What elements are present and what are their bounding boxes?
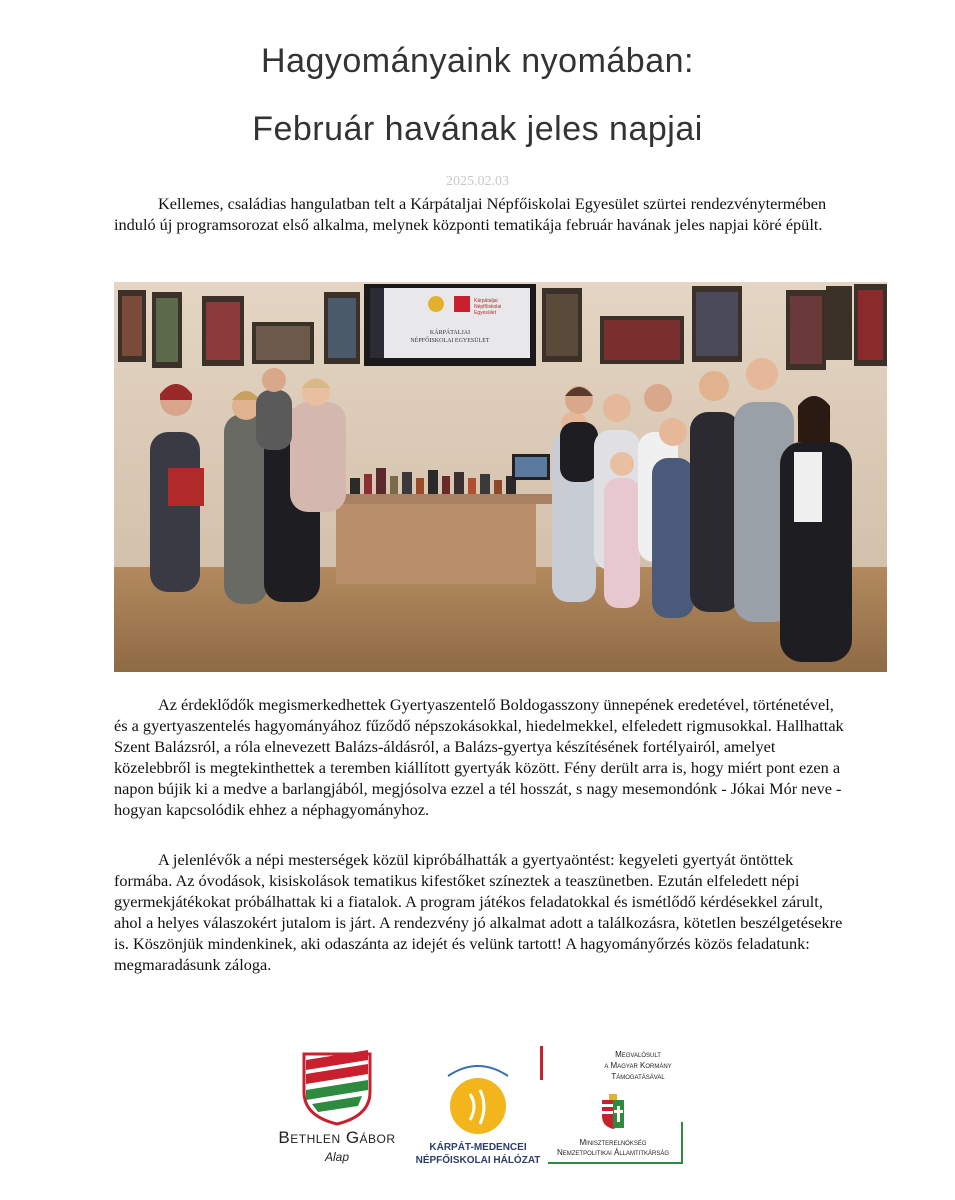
- gov-text-3: Támogatásával: [611, 1072, 665, 1081]
- page-title-line2: Február havának jeles napjai: [252, 110, 703, 148]
- gov-text-4: Miniszterelnökség: [579, 1138, 647, 1147]
- event-group-photo: [114, 282, 887, 672]
- karpat-line1: KÁRPÁT-MEDENCEI: [429, 1142, 527, 1153]
- screen-caption-2: NÉPFŐISKOLAI EGYESÜLET: [410, 338, 490, 344]
- bethlen-name: Bethlen Gábor: [278, 1128, 396, 1147]
- people-left: [150, 368, 346, 604]
- gov-red-bar: [540, 1046, 543, 1080]
- screen-text-3: Egyesület: [474, 310, 496, 316]
- karpat-line2: NÉPFŐISKOLAI HÁLÓZAT: [415, 1155, 541, 1166]
- tv-screen: [364, 284, 536, 366]
- gov-green-bar-v: [681, 1122, 683, 1164]
- bethlen-shield-icon: [262, 1046, 412, 1126]
- publish-date: 2025.02.03: [446, 174, 509, 189]
- page-title-line1: Hagyományaink nyomában:: [261, 42, 694, 80]
- gov-text-1: Megvalósult: [615, 1050, 661, 1059]
- gov-text-5: Nemzetpolitikai Államtitkárság: [556, 1148, 670, 1157]
- article-paragraph-activities: A jelenlévők a népi mesterségek közül kipróbálhatták a gyertyaöntést: kegyeleti gyertyát öntöttek formába. Az óvodások, kisiskolások tematikus kifestőket színeztek a teaszünetben. Ezután elfeledett népi gyermekjátékokat próbálhattak ki a fiatalok. A program játékos feladatokkal és ismétlődő kérdésekkel zárult, ahol a helyes válaszokért jutalom is járt. A rendezvény jó alkalmat adott a találkozásra, kötetlen beszélgetésekre is. Köszönjük mindenkinek, aki odaszánta az idejét és velünk tartott! A hagyományőrzés közös feladatunk: megmaradásunk záloga.: [114, 850, 843, 974]
- screen-caption-1: KÁRPÁTALJAI: [429, 330, 471, 336]
- article-paragraph-candlemas: Az érdeklődők megismerkedhettek Gyertyaszentelő Boldogasszony ünnepének eredetével, történetével, és a gyertyaszentelés hagyományához fűződő népszokásokkal, hiedelmekkel, elfeledett rigmusokkal. Hallhattak Szent Balázsról, a róla elnevezett Balázs-áldásról, a Balázs-gyertya készítésének fortélyairól, amelyet közelebbről is megtekinthettek a teremben kiállított gyertyák között. Fény derült arra is, hogy miért pont ezen a napon bújik ki a medve a barlangjából, megjósolva ezzel a tél hosszát, s nagy mesemondónk - Jókai Mór neve - hogyan kapcsolódik ehhez a néphagyományhoz.: [114, 695, 844, 819]
- government-support-logo: [538, 1044, 698, 1174]
- karpat-emblem-icon: [418, 1060, 538, 1140]
- screen-text-1: Kárpátaljai: [474, 298, 498, 304]
- hungary-coat-of-arms-icon: [598, 1094, 628, 1130]
- gov-text-2: a Magyar Kormány: [604, 1061, 672, 1070]
- article-paragraph-intro: Kellemes, családias hangulatban telt a Kárpátaljai Népfőiskolai Egyesület szürtei rendezvénytermében induló új programsorozat első alkalma, melynek központi tematikája február havának jeles napjai köré épült.: [114, 194, 827, 234]
- karpat-medencei-logo: [415, 1060, 541, 1200]
- gov-green-bar-h: [548, 1162, 682, 1164]
- sponsor-logos: [0, 1040, 955, 1200]
- screen-text-2: Népfőiskolai: [474, 304, 502, 310]
- bethlen-sub: Alap: [324, 1150, 350, 1164]
- bethlen-gabor-logo: [262, 1040, 412, 1180]
